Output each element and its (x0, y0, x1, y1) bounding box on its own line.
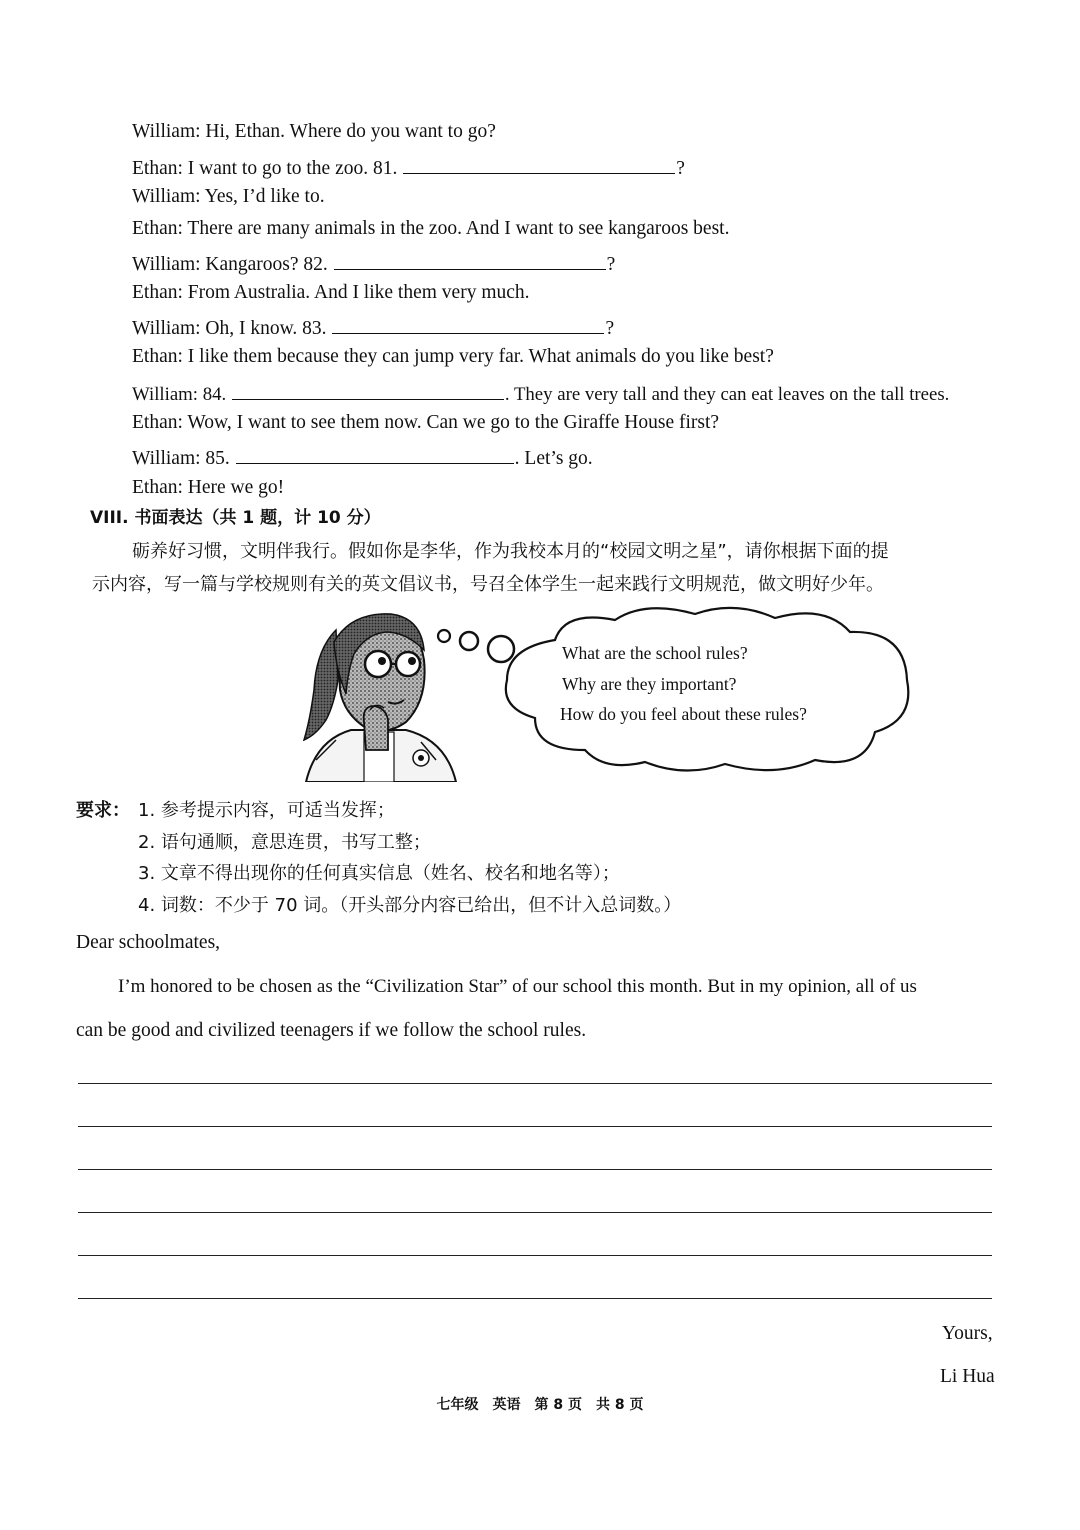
answer-blank-82[interactable] (334, 251, 606, 270)
dialogue-line-2: Ethan: I want to go to the zoo. 81. ? (132, 155, 685, 179)
page-footer: 七年级 英语 第 8 页 共 8 页 (436, 1397, 644, 1413)
answer-blank-85[interactable] (236, 445, 514, 464)
requirement-3: 3. 文章不得出现你的任何真实信息（姓名、校名和地名等）； (138, 863, 620, 884)
requirement-4: 4. 词数：不少于 70 词。（开头部分内容已给出，但不计入总词数。） (138, 895, 682, 916)
dialogue-line-7: William: Oh, I know. 83. ? (132, 315, 614, 339)
writing-line-1[interactable] (78, 1083, 992, 1084)
requirement-2: 2. 语句通顺，意思连贯，书写工整； (138, 832, 431, 853)
answer-blank-83[interactable] (332, 315, 604, 334)
dialogue-line-11: William: 85. . Let’s go. (132, 445, 593, 469)
dialogue-line-6: Ethan: From Australia. And I like them very much. (132, 282, 530, 303)
answer-blank-84[interactable] (232, 381, 504, 400)
requirement-1: 1. 参考提示内容，可适当发挥； (138, 800, 395, 821)
dialogue-line-9: William: 84. . They are very tall and they can eat leaves on the tall trees. (132, 381, 949, 405)
section-heading: VIII. 书面表达（共 1 题，计 10 分） (90, 508, 381, 528)
writing-line-2[interactable] (78, 1126, 992, 1127)
prompt-line-2: 示内容，写一篇与学校规则有关的英文倡议书，号召全体学生一起来践行文明规范，做文明好少年。 (92, 574, 884, 595)
letter-closing: Yours, (942, 1323, 993, 1344)
answer-blank-81[interactable] (403, 155, 675, 174)
writing-line-6[interactable] (78, 1298, 992, 1299)
dialogue-line-10: Ethan: Wow, I want to see them now. Can we go to the Giraffe House first? (132, 412, 720, 433)
requirements-label: 要求： (76, 800, 130, 821)
letter-greeting: Dear schoolmates, (76, 932, 221, 953)
cloud-question-2: Why are they important? (562, 674, 737, 694)
dialogue-line-8: Ethan: I like them because they can jump very far. What animals do you like best? (132, 346, 774, 367)
prompt-line-1: 砺养好习惯，文明伴我行。假如你是李华，作为我校本月的“校园文明之星”，请你根据下面的提 (132, 541, 889, 562)
writing-line-4[interactable] (78, 1212, 992, 1213)
letter-body-line-2: can be good and civilized teenagers if we follow the school rules. (76, 1020, 587, 1041)
dialogue-line-1: William: Hi, Ethan. Where do you want to go? (132, 121, 496, 142)
writing-line-5[interactable] (78, 1255, 992, 1256)
letter-signature: Li Hua (940, 1366, 995, 1387)
cloud-question-1: What are the school rules? (562, 643, 748, 663)
letter-body-line-1: I’m honored to be chosen as the “Civilization Star” of our school this month. But in my opinion, all of us (118, 976, 917, 997)
dialogue-line-5: William: Kangaroos? 82. ? (132, 251, 615, 275)
dialogue-line-4: Ethan: There are many animals in the zoo. And I want to see kangaroos best. (132, 218, 730, 239)
cloud-question-3: How do you feel about these rules? (560, 704, 807, 724)
dialogue-line-12: Ethan: Here we go! (132, 477, 285, 498)
writing-line-3[interactable] (78, 1169, 992, 1170)
dialogue-line-3: William: Yes, I’d like to. (132, 186, 325, 207)
